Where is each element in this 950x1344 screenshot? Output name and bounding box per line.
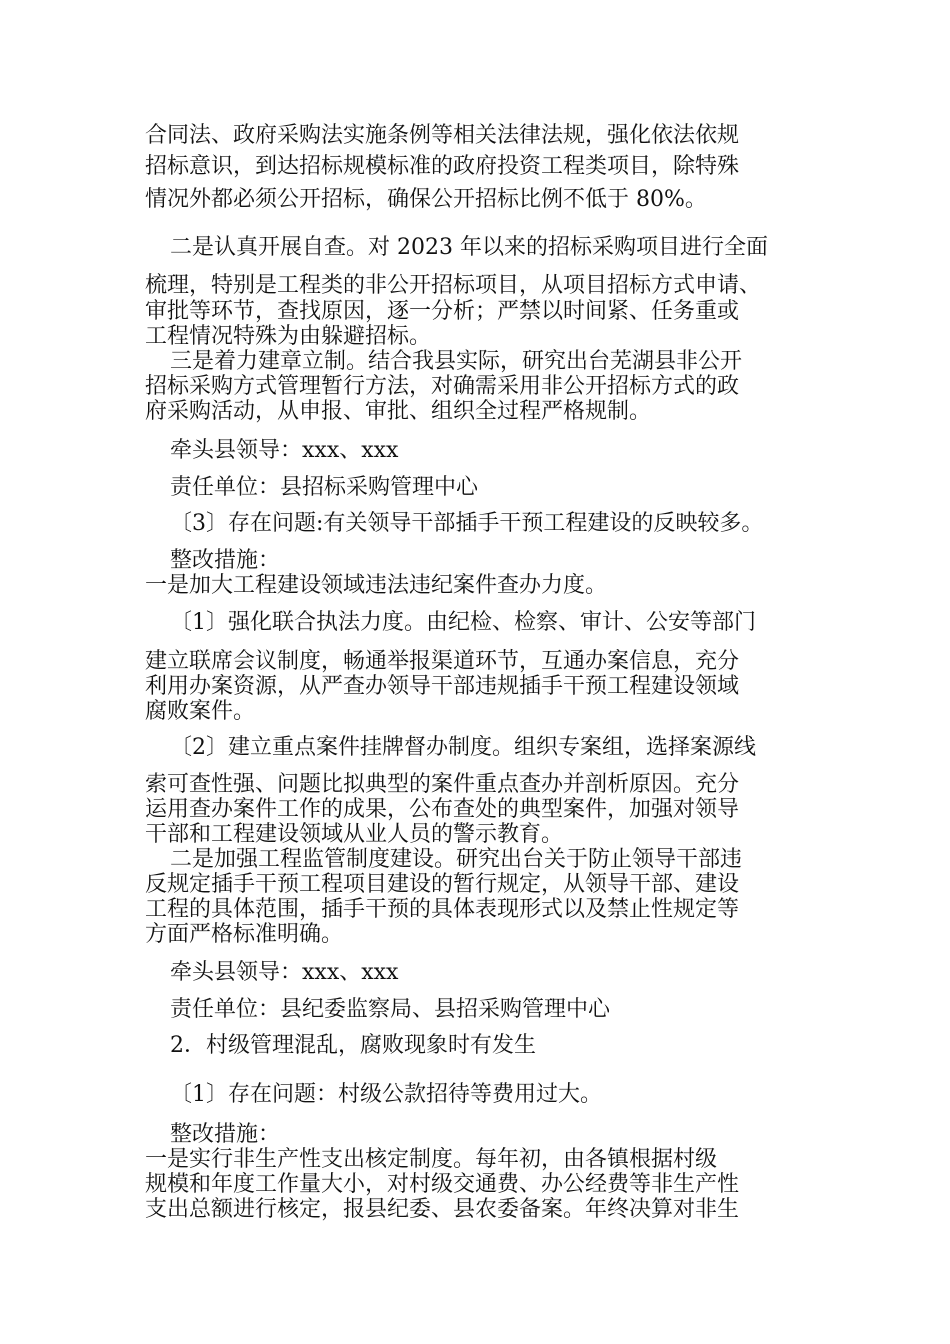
text-line: 一是实行非生产性支出核定制度。每年初，由各镇根据村级 [145, 1147, 718, 1172]
text-line: 二是认真开展自查。对 2023 年以来的招标采购项目进行全面 [170, 235, 768, 260]
text-line: 牵头县领导：xxx、xxx [170, 960, 399, 985]
text-line: 利用办案资源，从严查办领导干部违规插手干预工程建设领域 [145, 674, 740, 699]
text-line: 招标采购方式管理暂行方法，对确需采用非公开招标方式的政 [145, 374, 740, 399]
text-line: 〔1〕存在问题：村级公款招待等费用过大。 [170, 1082, 602, 1107]
text-line: 2．村级管理混乱，腐败现象时有发生 [170, 1033, 536, 1058]
text-line: 运用查办案件工作的成果，公布查处的典型案件，加强对领导 [145, 797, 740, 822]
text-line: 索可查性强、问题比拟典型的案件重点查办并剖析原因。充分 [145, 772, 740, 797]
text-line: 〔1〕强化联合执法力度。由纪检、检察、审计、公安等部门 [170, 610, 756, 635]
text-line: 方面严格标准明确。 [145, 922, 344, 947]
text-line: 工程的具体范围，插手干预的具体表现形式以及禁止性规定等 [145, 897, 740, 922]
text-line: 整改措施： [170, 548, 281, 573]
text-line: 腐败案件。 [145, 699, 256, 724]
text-line: 干部和工程建设领域从业人员的警示教育。 [145, 822, 564, 847]
text-line: 建立联席会议制度，畅通举报渠道环节，互通办案信息，充分 [145, 649, 740, 674]
text-line: 梳理，特别是工程类的非公开招标项目，从项目招标方式申请、 [145, 273, 762, 298]
text-line: 牵头县领导：xxx、xxx [170, 438, 399, 463]
text-line: 责任单位：县纪委监察局、县招采购管理中心 [170, 997, 611, 1022]
text-line: 责任单位：县招标采购管理中心 [170, 475, 479, 500]
text-line: 支出总额进行核定，报县纪委、县农委备案。年终决算对非生 [145, 1197, 740, 1222]
text-line: 整改措施： [170, 1122, 281, 1147]
text-line: 〔2〕建立重点案件挂牌督办制度。组织专案组，选择案源线 [170, 735, 756, 760]
text-line: 〔3〕存在问题:有关领导干部插手干预工程建设的反映较多。 [170, 511, 764, 536]
text-line: 府采购活动，从申报、审批、组织全过程严格规制。 [145, 399, 652, 424]
text-line: 一是加大工程建设领域违法违纪案件查办力度。 [145, 573, 608, 598]
text-line: 合同法、政府采购法实施条例等相关法律法规，强化依法依规 [145, 123, 740, 148]
text-line: 招标意识，到达招标规模标准的政府投资工程类项目，除特殊 [145, 154, 740, 179]
text-line: 反规定插手干预工程项目建设的暂行规定，从领导干部、建设 [145, 872, 740, 897]
text-line: 审批等环节，查找原因，逐一分析；严禁以时间紧、任务重或 [145, 299, 740, 324]
text-line: 工程情况特殊为由躲避招标。 [145, 324, 432, 349]
text-line: 规模和年度工作量大小，对村级交通费、办公经费等非生产性 [145, 1172, 740, 1197]
text-line: 情况外都必须公开招标，确保公开招标比例不低于 80%。 [145, 187, 707, 212]
text-line: 三是着力建章立制。结合我县实际，研究出台芜湖县非公开 [170, 349, 743, 374]
text-line: 二是加强工程监管制度建设。研究出台关于防止领导干部违 [170, 847, 743, 872]
